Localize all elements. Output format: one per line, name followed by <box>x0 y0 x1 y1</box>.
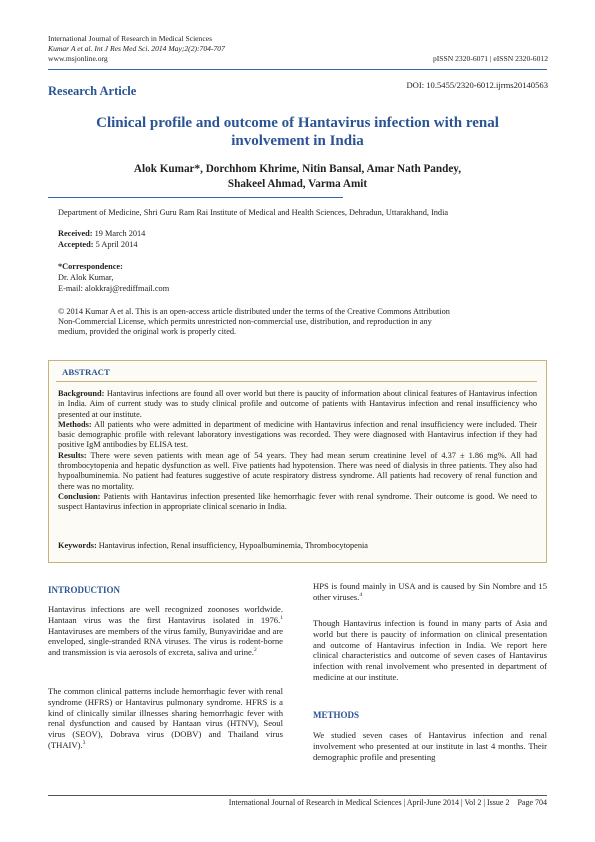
authors-line-1: Alok Kumar*, Dorchhom Khrime, Nitin Bansal, Amar Nath Pandey, <box>133 163 462 175</box>
correspondence-email[interactable]: E-mail: alokkraj@rediffmail.com <box>58 284 170 293</box>
header-rule <box>48 69 547 70</box>
authors-line-2: Shakeel Ahmad, Varma Amit <box>227 177 368 190</box>
authors-rule <box>48 197 343 198</box>
keywords-label: Keywords: <box>58 541 97 550</box>
intro-p2-text: The common clinical patterns include hemorrhagic fever with renal syndrome (HFRS) or Hantavirus pulmonary syndrome. HFRS is a kind of clinically similar illnesses sharing hemorrhagic fever with renal dysfunction and caused by Hantaan virus (HTNV), Seoul virus (SEOV), Dobrava virus (DOBV) and Thailand virus (THAIV). <box>48 686 283 750</box>
results-text: There were seven patients with mean age of 54 years. They had mean serum creatinine level of 4.37 ± 1.86 mg%. All had thrombocytopenia and hepatic dysfunction as well. Five patients had hypotension. There was need of dialysis in three patients. They also had hypoalbuminemia. No patient had features suggestive of acute respiratory distress syndrome. All patients had recovery of renal function and there was no mortality. <box>58 450 537 491</box>
results-label: Results: <box>58 450 87 460</box>
methods-label: Methods: <box>58 419 92 429</box>
keywords-text: Hantavirus infection, Renal insufficiency, Hypoalbuminemia, Thrombocytopenia <box>98 541 368 550</box>
copyright-line-3: medium, provided the original work is properly cited. <box>58 327 237 337</box>
accepted-label: Accepted: <box>58 240 94 249</box>
copyright-notice <box>58 307 540 338</box>
website[interactable]: www.msjonline.org <box>48 54 108 63</box>
article-title <box>48 114 547 150</box>
conclusion-text: Patients with Hantavirus infection presented like hemorrhagic fever with renal syndrome. Their outcome is good. We need to suspect Hantavirus infection in appropriate clinical scenario in India. <box>58 491 538 512</box>
citation: Kumar A et al. Int J Res Med Sci. 2014 May;2(2):704-707 <box>48 44 225 53</box>
citation-ref[interactable]: 2 <box>253 647 257 654</box>
doi[interactable]: DOI: 10.5455/2320-6012.ijrms20140563 <box>406 80 548 90</box>
received-label: Received: <box>58 229 93 238</box>
accepted-date <box>58 240 138 250</box>
abstract-body <box>58 389 537 513</box>
issn: pISSN 2320-6071 | eISSN 2320-6012 <box>432 54 548 63</box>
correspondence-name: Dr. Alok Kumar, <box>58 273 114 282</box>
right-paragraph-2: Though Hantavirus infection is found in many parts of Asia and world but there is paucity of information on clinical presentation and outcome of Hantavirus infection in India. We report here clinical characteristics and outcome of seven cases of Hantavirus infection with renal involvement who presented in department of medicine at our institute. <box>313 618 547 682</box>
abstract-conclusion <box>58 492 537 513</box>
right-p1-text: HPS is found mainly in USA and is caused by Sin Nombre and 15 other viruses. <box>313 581 547 602</box>
received-date <box>58 229 145 239</box>
citation-ref[interactable]: 3 <box>82 740 86 747</box>
right-paragraph-1 <box>313 581 547 603</box>
correspondence-label: *Correspondence: <box>58 262 123 271</box>
conclusion-label: Conclusion: <box>58 491 101 501</box>
authors <box>48 162 547 191</box>
introduction-heading: INTRODUCTION <box>48 585 121 595</box>
methods-heading: METHODS <box>313 710 360 720</box>
page-footer: International Journal of Research in Medical Sciences | April-June 2014 | Vol 2 | Issue 2 Page 704 <box>228 798 547 807</box>
intro-paragraph-2 <box>48 686 283 751</box>
footer-rule <box>48 795 547 796</box>
abstract-heading-bar <box>56 365 537 382</box>
abstract-background <box>58 389 537 420</box>
methods-paragraph: We studied seven cases of Hantavirus infection and renal involvement who presented at our institute in last 4 months. Their demographic profile and presenting <box>313 730 547 762</box>
article-type: Research Article <box>48 84 137 98</box>
title-line-1: Clinical profile and outcome of Hantavirus infection with renal <box>96 115 499 131</box>
received-value: 19 March 2014 <box>94 229 146 238</box>
abstract-results <box>58 451 537 492</box>
copyright-line-2: Non-Commercial License, which permits unrestricted non-commercial use, distribution, and reproduction in any <box>58 317 432 327</box>
abstract-heading: ABSTRACT <box>62 367 110 377</box>
intro-paragraph-1 <box>48 604 283 658</box>
intro-p1-part-a: Hantavirus infections are well recognized zoonoses worldwide. Hantaan virus was the first Hantavirus isolated in 1976. <box>48 604 283 625</box>
citation-ref[interactable]: 4 <box>359 591 363 598</box>
affiliation: Department of Medicine, Shri Guru Ram Rai Institute of Medical and Health Sciences, Dehradun, Uttarakhand, India <box>58 208 449 217</box>
keywords <box>58 541 368 551</box>
background-text: Hantavirus infections are found all over world but there is paucity of information about clinical features of Hantavirus infection in India. Aim of current study was to study clinical profile and outcome of patients with Hantavirus infection and renal insufficiency who presented at our institute. <box>58 389 538 419</box>
accepted-value: 5 April 2014 <box>95 240 138 249</box>
title-line-2: involvement in India <box>231 133 364 149</box>
intro-p1-part-b: Hantaviruses are members of the virus family, Bunyaviridae and are enveloped, single-stranded RNA viruses. The virus is rodent-borne and transmission is via aerosols of excreta, saliva and urine. <box>48 625 283 658</box>
journal-name: International Journal of Research in Medical Sciences <box>48 34 213 43</box>
methods-text: All patients who were admitted in department of medicine with Hantavirus infection and renal insufficiency were included. Their basic demographic profile with relevant laboratory investigations was recorded. They were diagnosed with Hantavirus infection if they had positive IgM antibodies by ELISA test. <box>58 419 537 450</box>
copyright-line-1: © 2014 Kumar A et al. This is an open-access article distributed under the terms of the Creative Commons Attribution <box>58 307 450 316</box>
abstract-methods <box>58 420 537 451</box>
citation-ref[interactable]: 1 <box>280 614 283 621</box>
background-label: Background: <box>58 389 105 398</box>
